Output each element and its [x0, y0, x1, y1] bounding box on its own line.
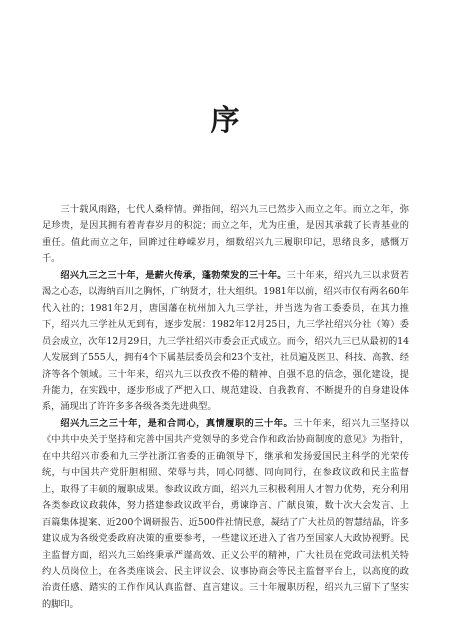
paragraph-3-lead: 绍兴九三之三十年，是和合同心，真情履职的三十年。 — [60, 417, 294, 429]
paragraph-2 — [42, 268, 409, 416]
paragraph-3 — [42, 416, 409, 613]
paragraph-1-text: 三十载风雨路，七代人桑梓情。弹指间，绍兴九三已然步入而立之年。而立之年，弥足珍贵，是因其拥有着青春岁月的积淀；而立之年，尤为庄重，是因其承载了长青基业的重任。值此而立之年，回眸过往峥嵘岁月，细数绍兴九三履职印记，思绪良多，感慨万千。 — [42, 204, 409, 265]
preface-body — [42, 202, 409, 613]
paragraph-2-text: 三十年来，绍兴九三以求贤若渴之心态，以海纳百川之胸怀，广纳贤才，壮大组织。1981年以前，绍兴市仅有两名60年代入社的；1981年2月，唐国藩在杭州加入九三学社，并当选为省工委委员，在其力推下，绍兴九三学社从无到有，逐步发展：1982年12月25日，九三学社绍兴分社（筹）委员会成立，次年12月29日，九三学社绍兴市委会正式成立。而今，绍兴九三已从最初的14人发展到了555人，拥有4个下属基层委员会和23个支社，社员遍及医卫、科技、高教、经济等各个领域。三十年来，绍兴九三以孜孜不倦的精神、自强不息的信念，强化建设，提升能力，在实践中，逐步形成了严把入口、规范建设、自我教育、不断提升的自身建设体系，涌现出了许许多多各级各类先进典型。 — [42, 269, 409, 413]
page-title: 序 — [210, 103, 240, 137]
paragraph-3-text: 三十年来，绍兴九三坚持以《中共中央关于坚持和完善中国共产党领导的多党合作和政治协商制度的意见》为指针，在中共绍兴市委和九三学社浙江省委的正确领导下，继承和发扬爱国民主科学的光荣传统，与中国共产党肝胆相照、荣辱与共，同心同德、同向同行，在参政议政和民主监督上，取得了丰硕的履职成果。参政议政方面，绍兴九三积极利用人才智力优势，充分利用各类参政议政载体，努力搭建参政议政平台，勇谏诤言、广献良策，数十次大会发言、上百篇集体提案、近200个调研报告、近500件社情民意，凝结了广大社员的智慧结晶，许多建议成为各级党委政府决策的重要参考，一些建议还进入了省乃至国家人大政协视野。民主监督方面，绍兴九三始终秉承严谨高效、正义公平的精神，广大社员在党政司法机关特约人员岗位上，在各类座谈会、民主评议会、议事协商会等民主监督平台上，以高度的政治责任感、踏实的工作作风认真监督、直言建议。三十年履职历程，绍兴九三留下了坚实的脚印。 — [42, 417, 410, 610]
paragraph-1 — [42, 202, 409, 268]
paragraph-2-lead: 绍兴九三之三十年，是薪火传承，蓬勃荣发的三十年。 — [60, 269, 287, 281]
